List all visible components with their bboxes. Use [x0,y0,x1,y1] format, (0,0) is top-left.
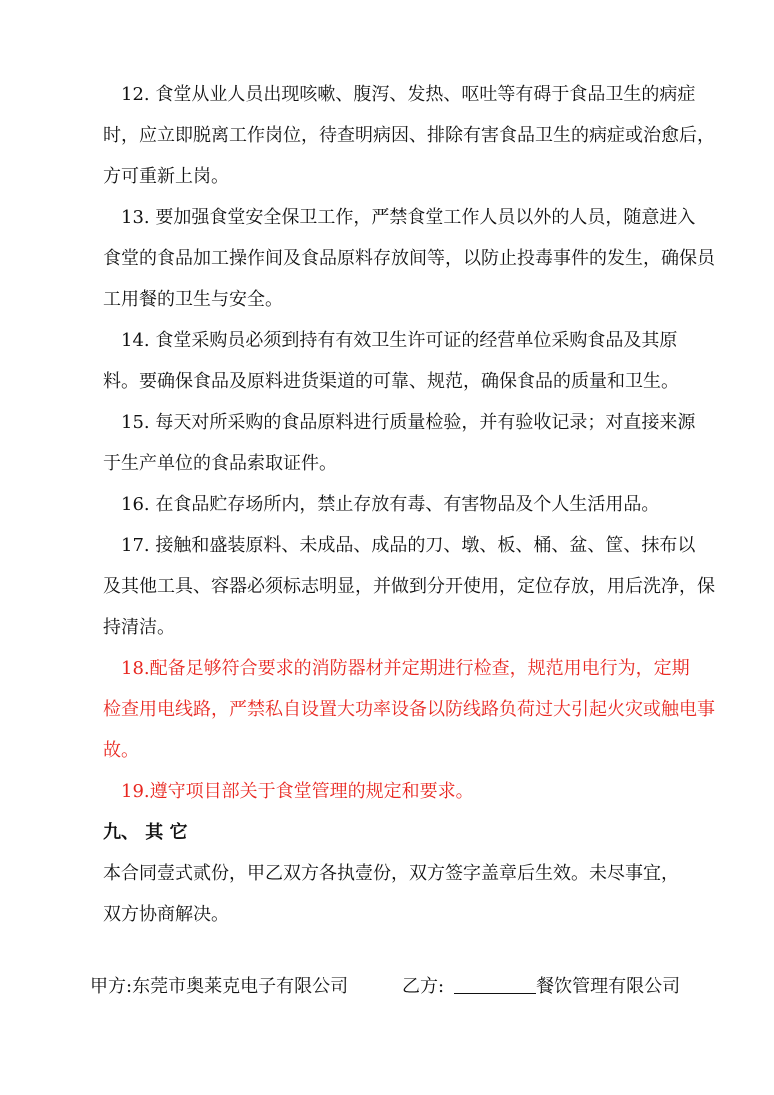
clause-line: 方可重新上岗。 [103,166,229,187]
clause-line: 18.配备足够符合要求的消防器材并定期进行检查，规范用电行为，定期 [121,658,690,679]
clause-line: 15. 每天对所采购的食品原料进行质量检验，并有验收记录；对直接来源 [121,412,696,433]
clause-line: 14. 食堂采购员必须到持有有效卫生许可证的经营单位采购食品及其原 [121,330,678,351]
clause-line: 17. 接触和盛装原料、未成品、成品的刀、墩、板、桶、盆、筐、抹布以 [121,535,696,556]
clause-line: 13. 要加强食堂安全保卫工作，严禁食堂工作人员以外的人员，随意进入 [121,207,696,228]
section-line: 双方协商解决。 [103,904,229,925]
party-b-signature [402,966,680,1007]
clause-12 [103,74,715,197]
clause-line: 检查用电线路，严禁私自设置大功率设备以防线路负荷过大引起火灾或触电事 [103,699,715,720]
clause-line: 持清洁。 [103,617,175,638]
section-heading: 九、 其 它 [103,822,188,843]
clause-18-highlighted [103,648,715,771]
clause-line: 故。 [103,740,139,761]
clause-14 [103,320,703,402]
party-b-name-blank [454,975,536,994]
clause-17 [103,525,715,648]
section-body [103,853,703,935]
clause-line: 料。要确保食品及原料进货渠道的可靠、规范，确保食品的质量和卫生。 [103,371,679,392]
clause-line: 时，应立即脱离工作岗位，待查明病因、排除有害食品卫生的病症或治愈后， [103,125,715,146]
party-a-signature: 甲方:东莞市奥莱克电子有限公司 [90,976,349,997]
clause-line: 工用餐的卫生与安全。 [103,289,283,310]
clause-16 [103,484,703,525]
clause-line: 于生产单位的食品索取证件。 [103,453,337,474]
section-line: 本合同壹式贰份，甲乙双方各执壹份，双方签字盖章后生效。未尽事宜， [103,863,679,884]
party-b-suffix: 餐饮管理有限公司 [536,976,681,997]
party-b-label: 乙方: [402,976,445,997]
clause-line: 12. 食堂从业人员出现咳嗽、腹泻、发热、呕吐等有碍于食品卫生的病症 [121,84,696,105]
clause-19-highlighted [103,771,703,812]
clause-13 [103,197,715,320]
clause-line: 19.遵守项目部关于食堂管理的规定和要求。 [121,781,474,802]
clause-15 [103,402,703,484]
clause-line: 16. 在食品贮存场所内，禁止存放有毒、有害物品及个人生活用品。 [121,494,660,515]
clause-line: 及其他工具、容器必须标志明显，并做到分开使用，定位存放，用后洗净，保 [103,576,715,597]
clause-line: 食堂的食品加工操作间及食品原料存放间等，以防止投毒事件的发生，确保员 [103,248,715,269]
